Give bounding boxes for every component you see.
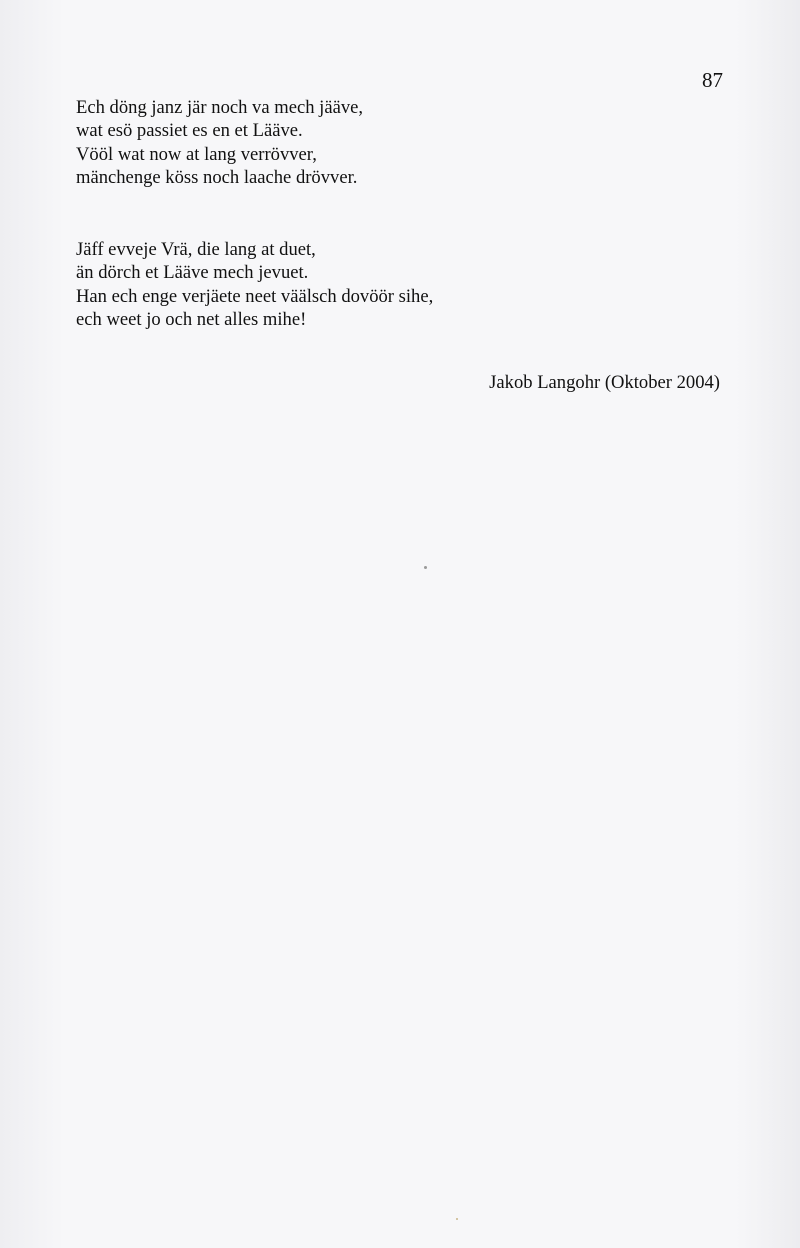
verse-line: Ech döng janz jär noch va mech jääve, (76, 97, 364, 118)
poem-stanza-2 (76, 238, 433, 332)
verse-line: än dörch et Lääve mech jevuet. (76, 262, 309, 284)
verse-line: mänchenge köss noch laache drövver. (76, 167, 358, 189)
verse-line: Han ech enge verjäete neet väälsch dovöör sihe, (76, 285, 434, 307)
poem-stanza-1 (76, 96, 363, 190)
poem-attribution: Jakob Langohr (Oktober 2004) (489, 372, 720, 393)
paper-speck (456, 1218, 458, 1220)
verse-line: Jäff evveje Vrä, die lang at duet, (76, 239, 316, 260)
verse-line: Vööl wat now at lang verrövver, (76, 143, 317, 165)
verse-line: ech weet jo och net alles mihe! (76, 309, 307, 331)
paper-speck (424, 566, 427, 569)
page-number: 87 (702, 68, 723, 92)
verse-line: wat esö passiet es en et Lääve. (76, 120, 303, 142)
